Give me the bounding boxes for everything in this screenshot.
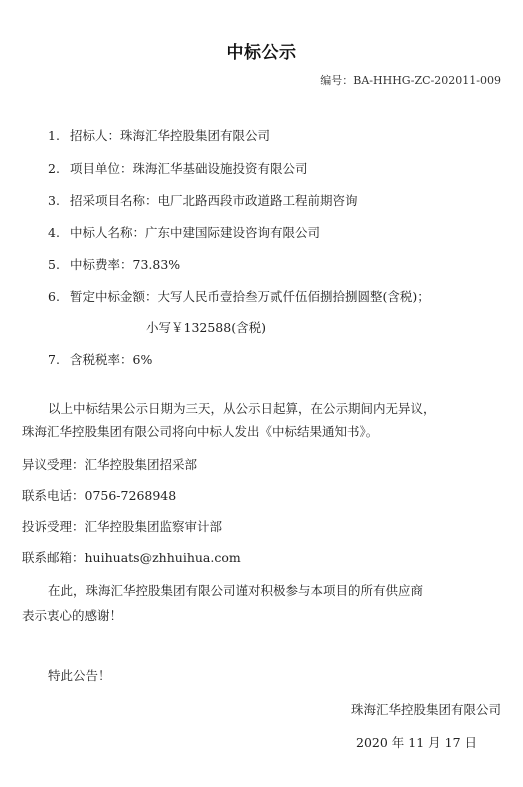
- list-item-text: 中标人名称：广东中建国际建设咨询有限公司: [70, 225, 321, 240]
- list-item-text: 招标人：珠海汇华控股集团有限公司: [70, 128, 271, 143]
- list-item-number: 5.: [48, 257, 60, 272]
- list-item-text: 含税税率：6%: [70, 352, 153, 367]
- list-item: [48, 256, 180, 274]
- list-item: [48, 351, 152, 369]
- complaint-contact: 投诉受理：汇华控股集团监察审计部: [22, 519, 223, 534]
- list-item-text: 项目单位：珠海汇华基础设施投资有限公司: [70, 161, 308, 176]
- amount-lowercase: 小写￥132588(含税): [146, 320, 266, 335]
- list-item-number: 7.: [48, 352, 60, 367]
- list-item-number: 6.: [48, 289, 60, 304]
- list-item: [48, 288, 430, 306]
- list-item-number: 4.: [48, 225, 60, 240]
- list-item-text: 中标费率：73.83%: [70, 257, 181, 272]
- list-item: [48, 192, 358, 210]
- closing-statement: 特此公告！: [48, 668, 111, 683]
- phone-contact: 联系电话：0756-7268948: [22, 488, 177, 503]
- list-item-number: 1.: [48, 128, 60, 143]
- list-item-number: 2.: [48, 161, 60, 176]
- email-contact: 联系邮箱：huihuats@zhhuihua.com: [22, 550, 241, 565]
- notice-paragraph-line-2: 珠海汇华控股集团有限公司将向中标人发出《中标结果通知书》。: [22, 424, 379, 439]
- document-title: 中标公示: [226, 43, 297, 63]
- thanks-paragraph-line-1: 在此，珠海汇华控股集团有限公司谨对积极参与本项目的所有供应商: [48, 583, 424, 598]
- list-item-number: 3.: [48, 193, 60, 208]
- list-item: [48, 127, 270, 145]
- signature-date: 2020 年 11 月 17 日: [356, 735, 477, 750]
- notice-paragraph-line-1: 以上中标结果公示日期为三天，从公示日起算，在公示期间内无异议，: [48, 401, 436, 416]
- list-item: [48, 224, 320, 242]
- list-item-text: 招采项目名称：电厂北路西段市政道路工程前期咨询: [70, 193, 358, 208]
- document-number: 编号：BA-HHHG-ZC-202011-009: [320, 74, 501, 87]
- objection-contact: 异议受理：汇华控股集团招采部: [22, 457, 198, 472]
- list-item: [48, 160, 308, 178]
- list-item-text: 暂定中标金额：大写人民币壹拾叁万贰仟伍佰捌拾捌圆整(含税)；: [70, 289, 430, 304]
- signature-company: 珠海汇华控股集团有限公司: [350, 702, 501, 717]
- thanks-paragraph-line-2: 表示衷心的感谢！: [22, 608, 123, 623]
